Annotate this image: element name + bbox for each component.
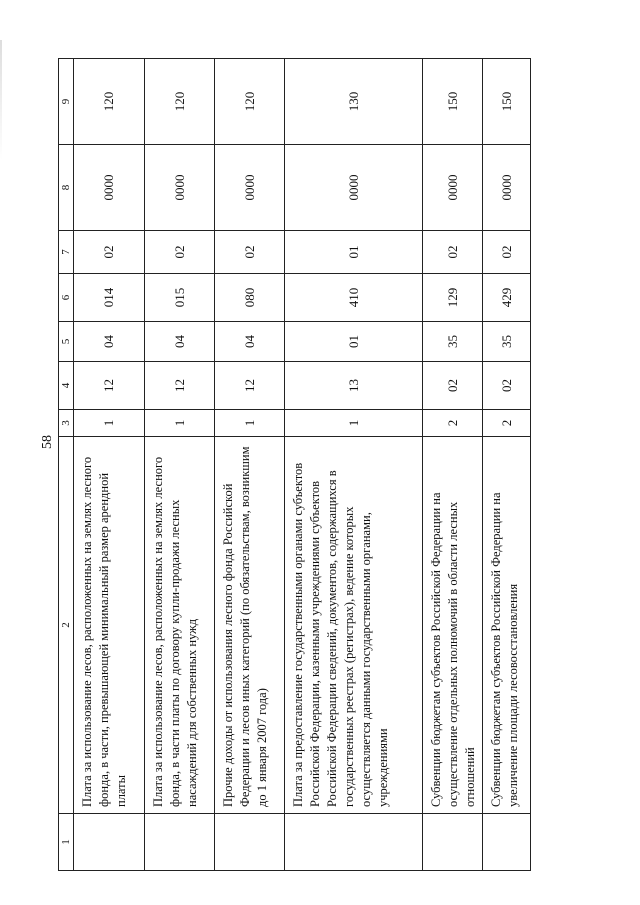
code-cell-4: 02 [483, 362, 531, 410]
table-row [145, 59, 215, 871]
code-cell-6: 129 [423, 274, 483, 322]
code-cell-8: 0000 [483, 145, 531, 231]
code-cell-7: 02 [145, 231, 215, 274]
code-cell-5: 04 [145, 322, 215, 362]
code-cell-5: 35 [483, 322, 531, 362]
code-cell-4: 12 [74, 362, 145, 410]
column-header-3: 3 [59, 410, 74, 437]
page-number: 58 [40, 435, 55, 449]
code-cell-3: 1 [215, 410, 285, 437]
code-cell-5: 35 [423, 322, 483, 362]
column-header-8: 8 [59, 145, 74, 231]
description-cell: Плата за использование лесов, расположенных на землях лесного фонда, в части, превышающей минимальный размер арендной платы [74, 437, 145, 814]
column-header-1: 1 [59, 814, 74, 871]
code-cell-5: 04 [74, 322, 145, 362]
code-cell-9: 120 [145, 59, 215, 145]
row-number-cell [145, 814, 215, 871]
code-cell-8: 0000 [145, 145, 215, 231]
table-row [285, 59, 423, 871]
code-cell-3: 2 [483, 410, 531, 437]
code-cell-3: 2 [423, 410, 483, 437]
code-cell-8: 0000 [285, 145, 423, 231]
code-cell-8: 0000 [74, 145, 145, 231]
code-cell-6: 429 [483, 274, 531, 322]
row-number-cell [483, 814, 531, 871]
row-number-cell [423, 814, 483, 871]
column-header-6: 6 [59, 274, 74, 322]
code-cell-9: 150 [483, 59, 531, 145]
code-cell-9: 120 [74, 59, 145, 145]
description-cell: Субвенции бюджетам субъектов Российской Федерации на увеличение площади лесовосстановления [483, 437, 531, 814]
code-cell-5: 01 [285, 322, 423, 362]
code-cell-3: 1 [74, 410, 145, 437]
revenue-codes-table [58, 58, 531, 871]
code-cell-3: 1 [145, 410, 215, 437]
table-row [215, 59, 285, 871]
code-cell-8: 0000 [215, 145, 285, 231]
code-cell-6: 080 [215, 274, 285, 322]
code-cell-4: 02 [423, 362, 483, 410]
table-row [423, 59, 483, 871]
code-cell-7: 02 [74, 231, 145, 274]
code-cell-7: 02 [215, 231, 285, 274]
code-cell-9: 130 [285, 59, 423, 145]
code-cell-3: 1 [285, 410, 423, 437]
description-cell: Плата за предоставление государственными органами субъектов Российской Федерации, казенными учреждениями субъектов Российской Федерации сведений, документов, содержащихся в государственных реестрах (регистрах), ведение которых осуществляется данными государственными органами, учреждениями [285, 437, 423, 814]
code-cell-6: 015 [145, 274, 215, 322]
table-row [483, 59, 531, 871]
code-cell-9: 120 [215, 59, 285, 145]
code-cell-9: 150 [423, 59, 483, 145]
code-cell-7: 02 [423, 231, 483, 274]
code-cell-6: 014 [74, 274, 145, 322]
table-header-row [59, 59, 74, 871]
code-cell-4: 13 [285, 362, 423, 410]
code-cell-5: 04 [215, 322, 285, 362]
description-cell: Плата за использование лесов, расположенных на землях лесного фонда, в части платы по договору купли-продажи лесных насаждений для собственных нужд [145, 437, 215, 814]
code-cell-7: 02 [483, 231, 531, 274]
column-header-9: 9 [59, 59, 74, 145]
column-header-4: 4 [59, 362, 74, 410]
row-number-cell [215, 814, 285, 871]
code-cell-4: 12 [215, 362, 285, 410]
column-header-5: 5 [59, 322, 74, 362]
code-cell-7: 01 [285, 231, 423, 274]
rotated-table-container [58, 59, 528, 871]
code-cell-4: 12 [145, 362, 215, 410]
row-number-cell [285, 814, 423, 871]
column-header-7: 7 [59, 231, 74, 274]
description-cell: Субвенции бюджетам субъектов Российской Федерации на осуществление отдельных полномочий в области лесных отношений [423, 437, 483, 814]
code-cell-6: 410 [285, 274, 423, 322]
scan-edge-shadow [0, 40, 2, 160]
column-header-2: 2 [59, 437, 74, 814]
row-number-cell [74, 814, 145, 871]
table-row [74, 59, 145, 871]
code-cell-8: 0000 [423, 145, 483, 231]
description-cell: Прочие доходы от использования лесного фонда Российской Федерации и лесов иных категорий (по обязательствам, возникшим до 1 января 2007 года) [215, 437, 285, 814]
